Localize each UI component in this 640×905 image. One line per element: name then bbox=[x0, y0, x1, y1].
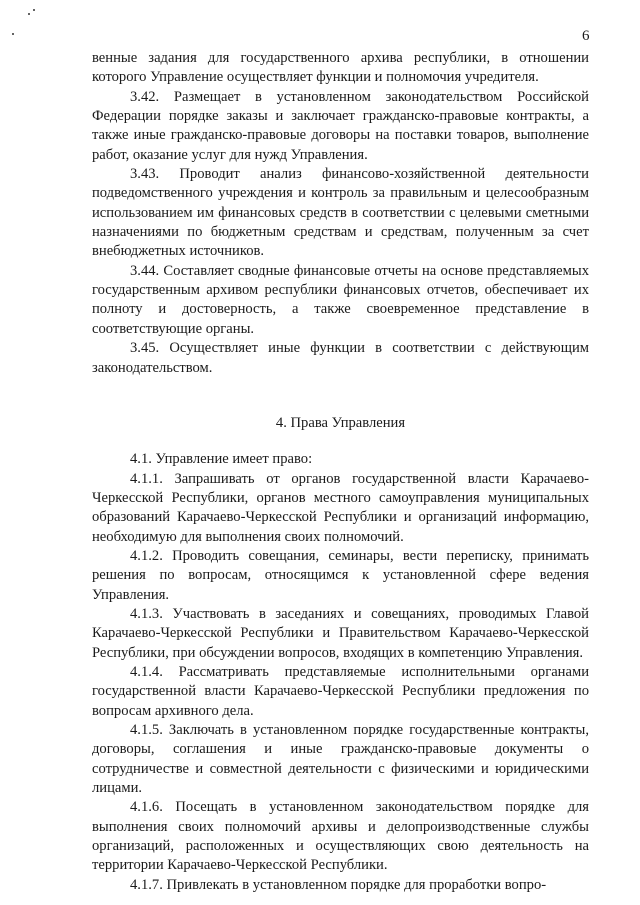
paragraph-4-1-5: 4.1.5. Заключать в установленном порядке государственные контракты, договоры, соглашения и иные гражданско-правовые документы о сотрудничестве и совместной деятельности с физическими и юридическими лицами. bbox=[92, 722, 589, 797]
paragraph-4-1-3: 4.1.3. Участвовать в заседаниях и совещаниях, проводимых Главой Карачаево-Черкесской Республики и Правительством Карачаево-Черкесской Республики, при обсуждении вопросов, входящих в компетенцию Управления. bbox=[92, 605, 589, 661]
document-body bbox=[92, 49, 589, 895]
paragraph-4-1-1: 4.1.1. Запрашивать от органов государственной власти Карачаево-Черкесской Республики, органов местного самоуправления муниципальных образований Карачаево-Черкесской Республики и организаций информацию, необходимую для выполнения своих полномочий. bbox=[92, 470, 589, 545]
paragraph-4-1-6: 4.1.6. Посещать в установленном законодательством порядке для выполнения своих полномочий архивы и делопроизводственные службы организаций, расположенных и осуществляющих свою деятельность на территории Карачаево-Черкесской Республики. bbox=[92, 799, 589, 874]
section-heading: 4. Права Управления bbox=[275, 414, 406, 431]
paragraph-3-42: 3.42. Размещает в установленном законодательством Российской Федерации порядке заказы и заключает гражданско-правовые контракты, а также иные гражданско-правовые договоры на поставки товаров, выполнение работ, оказание услуг для нужд Управления. bbox=[92, 88, 589, 163]
page-number: 6 bbox=[582, 28, 590, 44]
scan-speck bbox=[33, 9, 35, 11]
paragraph-4-1-4: 4.1.4. Рассматривать представляемые исполнительными органами государственной власти Карачаево-Черкесской Республики предложения по вопросам архивного дела. bbox=[92, 663, 589, 719]
paragraph-4-1-7: 4.1.7. Привлекать в установленном порядке для проработки вопро- bbox=[130, 876, 547, 893]
paragraph-3-44: 3.44. Составляет сводные финансовые отчеты на основе представляемых государственным архивом республики финансовых отчетов, обеспечивает их полноту и достоверность, а также своевременное представление в соответствующие органы. bbox=[92, 262, 589, 337]
continuation-paragraph: венные задания для государственного архива республики, в отношении которого Управление осуществляет функции и полномочия учредителя. bbox=[92, 50, 589, 86]
paragraph-4-1: 4.1. Управление имеет право: bbox=[130, 451, 313, 468]
paragraph-3-45: 3.45. Осуществляет иные функции в соответствии с действующим законодательством. bbox=[92, 340, 589, 376]
paragraph-3-43: 3.43. Проводит анализ финансово-хозяйственной деятельности подведомственного учреждения и контроль за правильным и целесообразным использованием им финансовых средств в соответствии с целевыми сметными назначениями по бюджетным средствам и средствам, полученным за счет внебюджетных источников. bbox=[92, 166, 589, 260]
scan-speck bbox=[12, 33, 14, 35]
scan-speck bbox=[28, 13, 30, 15]
paragraph-4-1-2: 4.1.2. Проводить совещания, семинары, вести переписку, принимать решения по вопросам, относящимся к установленной сфере ведения Управления. bbox=[92, 547, 589, 603]
